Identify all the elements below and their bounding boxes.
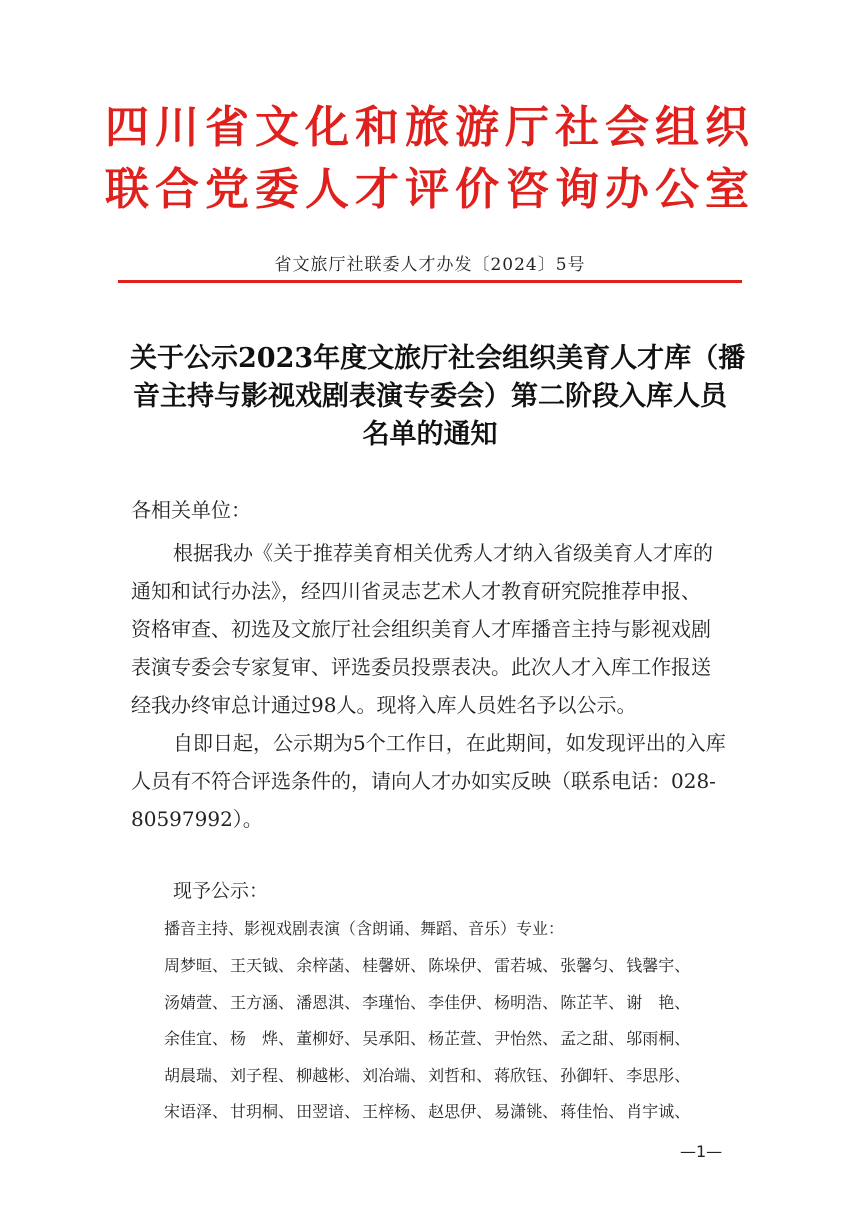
name-separator: 、 <box>278 1029 295 1048</box>
person-name: 汤婧萱 <box>164 992 213 1012</box>
person-name: 张馨匀 <box>560 956 609 975</box>
name-list <box>164 948 754 1131</box>
name-separator: 、 <box>410 956 427 975</box>
person-name: 陈芷芊 <box>560 992 609 1012</box>
name-separator: 、 <box>542 992 559 1012</box>
person-name: 孙御轩 <box>560 1065 609 1085</box>
person-name: 王方涵 <box>230 992 279 1012</box>
paragraph-line: 表演专委会专家复审、评选委员投票表决。此次人才入库工作报送 <box>131 655 711 679</box>
person-name: 柳越彬 <box>296 1065 345 1085</box>
announcement-label: 现予公示： <box>173 880 269 902</box>
document-title <box>130 340 746 454</box>
person-name: 董柳妤 <box>296 1029 345 1048</box>
person-name: 王梓杨 <box>362 1102 411 1121</box>
title-line: 关于公示2023年度文旅厅社会组织美育人才库（播 <box>130 343 746 374</box>
person-name: 余梓菡 <box>296 956 345 975</box>
category-heading: 播音主持、影视戏剧表演（含朗诵、舞蹈、音乐）专业： <box>164 919 565 938</box>
name-separator: 、 <box>410 1102 427 1121</box>
person-name: 刘哲和 <box>428 1065 477 1085</box>
paragraph-line: 人员有不符合评选条件的，请向人才办如实反映（联系电话：028- <box>131 769 716 793</box>
name-separator: 、 <box>674 956 691 975</box>
name-separator: 、 <box>674 992 691 1012</box>
name-separator: 、 <box>476 956 493 975</box>
name-separator: 、 <box>542 1029 559 1048</box>
name-row <box>164 948 754 985</box>
red-divider-line <box>118 280 742 283</box>
name-separator: 、 <box>476 1065 493 1085</box>
name-separator: 、 <box>608 1102 625 1121</box>
issuing-office-name-line2: 联合党委人才评价咨询办公室 <box>105 164 755 215</box>
name-separator: 、 <box>212 1065 229 1085</box>
person-name: 雷若城 <box>494 956 543 975</box>
name-separator: 、 <box>542 1102 559 1121</box>
paragraph-line: 自即日起，公示期为5个工作日，在此期间，如发现评出的入库 <box>173 731 726 755</box>
name-separator: 、 <box>344 1102 361 1121</box>
person-name: 蒋佳怡 <box>560 1102 609 1121</box>
name-separator: 、 <box>410 992 427 1012</box>
title-line: 名单的通知 <box>362 419 498 450</box>
person-name: 杨 烨 <box>230 1029 279 1048</box>
body-paragraph-2 <box>131 724 741 838</box>
name-separator: 、 <box>674 1029 691 1048</box>
person-name: 吴承阳 <box>362 1029 411 1048</box>
paragraph-line: 经我办终审总计通过98人。现将入库人员姓名予以公示。 <box>131 693 637 717</box>
document-number: 省文旅厅社联委人才办发〔2024〕5号 <box>274 255 586 275</box>
name-separator: 、 <box>674 1065 691 1085</box>
name-separator: 、 <box>344 956 361 975</box>
name-row <box>164 1094 754 1131</box>
name-separator: 、 <box>608 956 625 975</box>
name-separator: 、 <box>278 1065 295 1085</box>
person-name: 甘玥桐 <box>230 1102 279 1121</box>
person-name: 孟之甜 <box>560 1029 609 1048</box>
name-separator: 、 <box>212 992 229 1012</box>
name-separator: 、 <box>410 1029 427 1048</box>
name-separator: 、 <box>278 956 295 975</box>
paragraph-line: 80597992）。 <box>131 807 263 831</box>
name-separator: 、 <box>278 992 295 1012</box>
person-name: 蒋欣钰 <box>494 1065 543 1085</box>
body-paragraph-1 <box>131 534 741 724</box>
name-row <box>164 1021 754 1058</box>
person-name: 钱馨宇 <box>626 956 675 975</box>
name-row <box>164 1058 754 1095</box>
person-name: 尹怡然 <box>494 1029 543 1048</box>
name-separator: 、 <box>410 1065 427 1085</box>
person-name: 潘恩淇 <box>296 992 345 1012</box>
person-name: 陈垛伊 <box>428 956 477 975</box>
person-name: 刘冶端 <box>362 1065 411 1085</box>
name-separator: 、 <box>344 1029 361 1048</box>
page-number: —1— <box>680 1142 723 1161</box>
person-name: 宋语泽 <box>164 1102 213 1121</box>
person-name: 肖宇诚 <box>626 1102 675 1121</box>
name-separator: 、 <box>674 1102 691 1121</box>
name-separator: 、 <box>212 1102 229 1121</box>
name-separator: 、 <box>608 1065 625 1085</box>
person-name: 邬雨桐 <box>626 1029 675 1048</box>
paragraph-line: 根据我办《关于推荐美育相关优秀人才纳入省级美育人才库的 <box>173 541 713 565</box>
name-separator: 、 <box>476 1029 493 1048</box>
person-name: 余佳宜 <box>164 1029 213 1048</box>
person-name: 易潇铫 <box>494 1102 543 1121</box>
person-name: 田翌谙 <box>296 1102 345 1121</box>
name-separator: 、 <box>542 956 559 975</box>
paragraph-line: 资格审查、初选及文旅厅社会组织美育人才库播音主持与影视戏剧 <box>131 617 711 641</box>
name-separator: 、 <box>212 1029 229 1048</box>
name-separator: 、 <box>476 1102 493 1121</box>
salutation: 各相关单位： <box>131 498 251 522</box>
person-name: 王天钺 <box>230 956 279 975</box>
person-name: 胡晨瑞 <box>164 1065 213 1085</box>
person-name: 刘子程 <box>230 1065 279 1085</box>
paragraph-line: 通知和试行办法》，经四川省灵志艺术人才教育研究院推荐申报、 <box>131 579 701 603</box>
name-separator: 、 <box>278 1102 295 1121</box>
name-separator: 、 <box>542 1065 559 1085</box>
person-name: 赵思伊 <box>428 1102 477 1121</box>
person-name: 杨明浩 <box>494 992 543 1012</box>
name-separator: 、 <box>608 1029 625 1048</box>
person-name: 李思彤 <box>626 1065 675 1085</box>
name-separator: 、 <box>344 992 361 1012</box>
person-name: 桂馨妍 <box>362 956 411 975</box>
name-row <box>164 985 754 1022</box>
person-name: 李瑾怡 <box>362 992 411 1012</box>
name-separator: 、 <box>212 956 229 975</box>
name-separator: 、 <box>476 992 493 1012</box>
person-name: 谢 艳 <box>626 992 675 1012</box>
person-name: 周梦晅 <box>164 956 213 975</box>
issuing-office-name-line1: 四川省文化和旅游厅社会组织 <box>105 102 755 153</box>
person-name: 杨芷萱 <box>428 1029 477 1048</box>
person-name: 李佳伊 <box>428 992 477 1012</box>
title-line: 音主持与影视戏剧表演专委会）第二阶段入库人员 <box>133 381 727 412</box>
name-separator: 、 <box>344 1065 361 1085</box>
name-separator: 、 <box>608 992 625 1012</box>
